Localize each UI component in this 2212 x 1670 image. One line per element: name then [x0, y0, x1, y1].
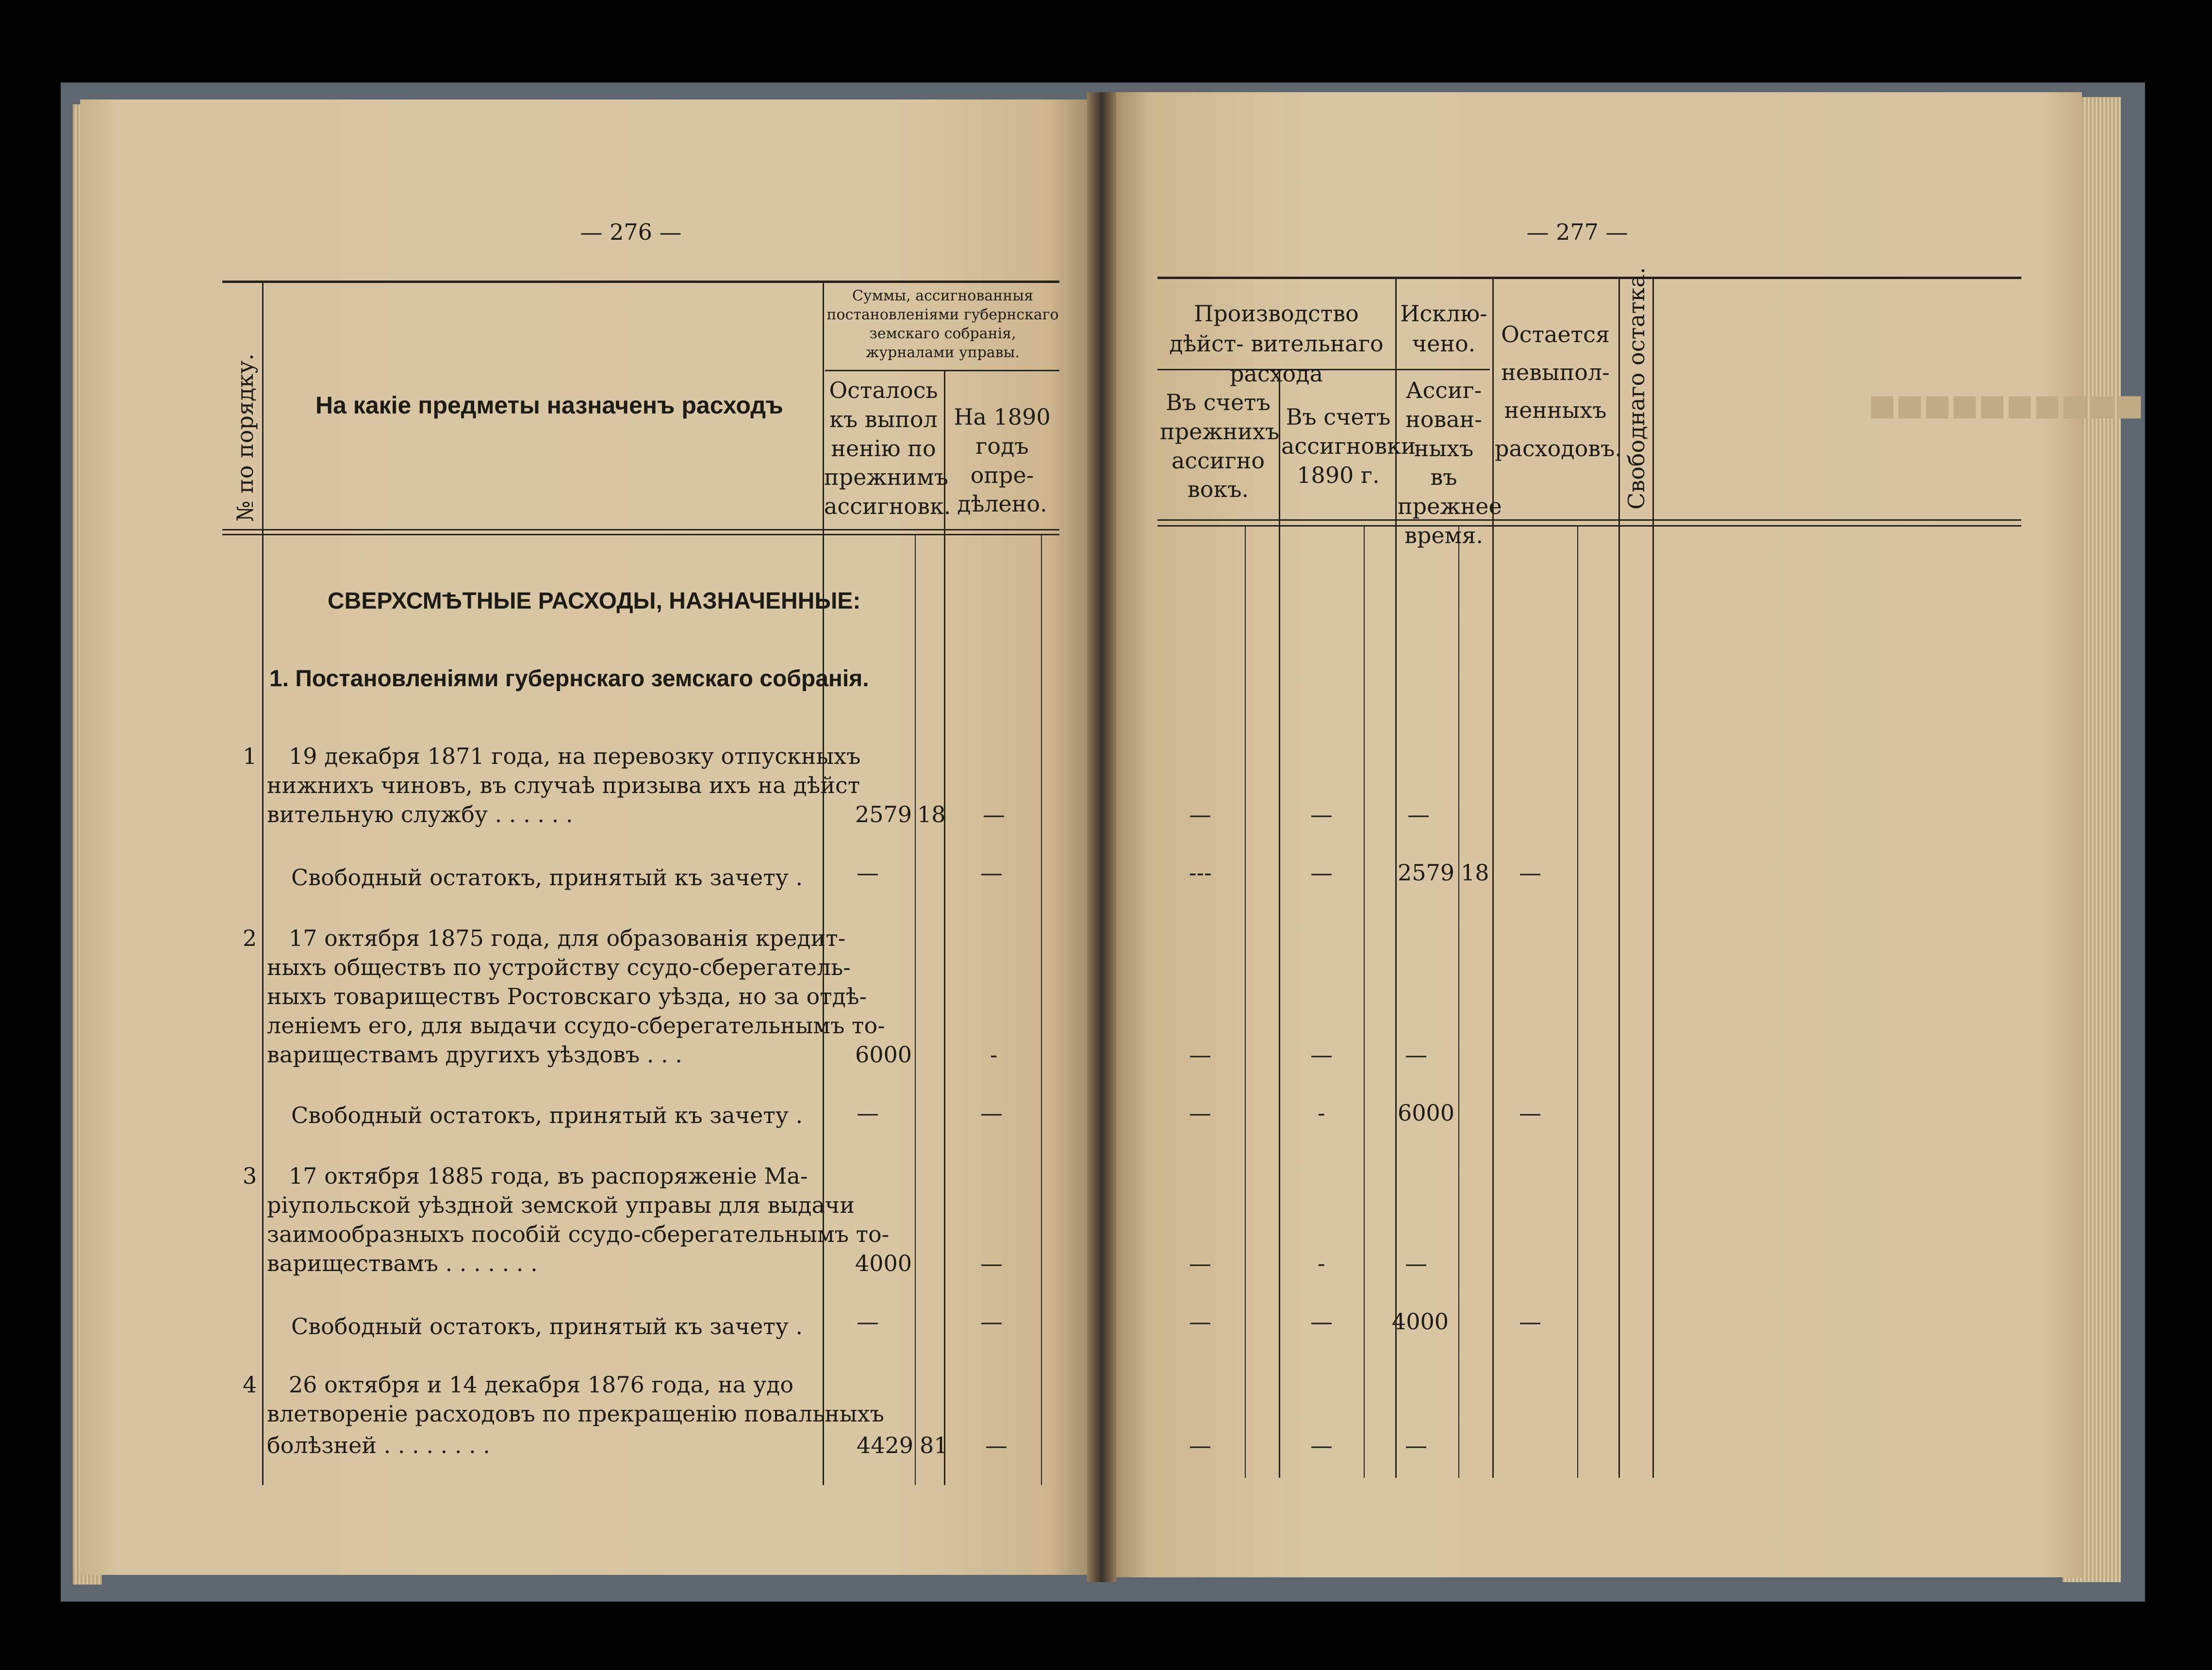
row-number: 4 [243, 1372, 257, 1398]
row-text-line: вариществамъ . . . . . . . [267, 1250, 538, 1276]
row-text-line: вительную службу . . . . . . [267, 801, 573, 827]
row-text-line: ныхъ товариществъ Ростовскаго уѣзда, но за отдѣ- [267, 983, 867, 1009]
amount-kopecks: 18 [917, 801, 946, 827]
amount-rubles: 2579 [855, 801, 912, 827]
amount-rubles: 4000 [855, 1250, 912, 1276]
row-number: 3 [243, 1163, 257, 1189]
amount-1890: — [980, 1100, 1003, 1126]
amount-1890: — [983, 801, 1005, 827]
col-header-free-remainder: Свободнаго остатка. [1623, 267, 1650, 510]
row-text-line: леніемъ его, для выдачи ссудо-сберегательнымъ то- [267, 1012, 885, 1039]
row-text-line: 19 декабря 1871 года, на перевозку отпускныхъ [289, 743, 861, 769]
col-header-excluded: Исклю- чено. [1400, 300, 1487, 357]
cell-1890: — [1310, 1042, 1333, 1068]
cell-remains: — [1519, 1100, 1541, 1126]
cell-prev: — [1189, 801, 1211, 827]
cell-prev: --- [1189, 860, 1212, 886]
col-header-assigned-before: Ассиг- нован- ныхъ въ прежнее время. [1398, 377, 1502, 548]
book-gutter [1087, 92, 1116, 1582]
row-text-line: болѣзней . . . . . . . . [267, 1432, 490, 1458]
amount-1890: — [980, 1250, 1003, 1276]
left-table-top-rule [222, 281, 1059, 283]
amount-rubles: — [857, 1308, 879, 1335]
row-text-line: Свободный остатокъ, принятый къ зачету . [291, 1313, 803, 1339]
col-header-prev-assignments: Въ счетъ прежнихъ ассигно вокъ. [1160, 389, 1280, 503]
col-header-subject: На какіе предметы назначенъ расходъ [315, 392, 783, 419]
amount-rubles: — [857, 860, 879, 886]
row-number: 1 [243, 743, 257, 769]
cell-1890: - [1318, 1100, 1325, 1126]
cell-excluded-rubles: 6000 [1398, 1100, 1455, 1126]
row-text-line: 26 октября и 14 декабря 1876 года, на удо [289, 1372, 794, 1398]
col-header-sums: Суммы, ассигнованныя постановленіями губернскаго земскаго собранія, журналами управы. [826, 287, 1059, 361]
amount-1890: — [980, 1308, 1003, 1335]
bleed-through-text: ■■■■■■■■■■ [1868, 388, 2144, 422]
row-text-line: Свободный остатокъ, принятый къ зачету . [291, 1102, 803, 1128]
right-page-number: — 277 — [1526, 219, 1628, 245]
cell-excluded: — [1405, 1432, 1427, 1458]
amount-rubles: 4429 [857, 1432, 914, 1458]
amount-rubles: 6000 [855, 1042, 912, 1068]
cell-prev: — [1189, 1432, 1211, 1458]
col-header-1890: На 1890 годъ опре- дѣлено. [954, 404, 1051, 517]
row-text-line: Свободный остатокъ, принятый къ зачету . [291, 864, 803, 891]
cell-1890: — [1310, 801, 1333, 827]
right-table-top-rule [1157, 277, 2021, 279]
cell-excluded-rubles: 2579 [1398, 860, 1455, 886]
col-header-production: Производство дѣйст- вительнаго расхода [1169, 300, 1384, 387]
cell-excluded-rubles: 4000 [1392, 1308, 1449, 1335]
cell-prev: — [1189, 1250, 1211, 1276]
cell-1890: - [1318, 1250, 1325, 1276]
col-header-1890-assignment: Въ счетъ ассигновки 1890 г. [1281, 404, 1416, 488]
row-text-line: ріупольской уѣздной земской управы для выдачи [267, 1192, 855, 1218]
cell-excluded: — [1407, 801, 1430, 827]
amount-1890: - [990, 1042, 998, 1068]
amount-1890: — [985, 1432, 1007, 1458]
amount-kopecks: 81 [920, 1432, 948, 1458]
cell-remains: — [1519, 860, 1541, 886]
cell-prev: — [1189, 1308, 1211, 1335]
row-text-line: вариществамъ другихъ уѣздовъ . . . [267, 1042, 682, 1068]
cell-1890: — [1310, 1432, 1333, 1458]
row-text-line: влетвореніе расходовъ по прекращенію повальныхъ [267, 1401, 884, 1427]
cell-excluded: — [1405, 1042, 1427, 1068]
amount-1890: — [980, 860, 1003, 886]
col-header-remains: Остается невыпол- ненныхъ расходовъ. [1495, 321, 1622, 462]
row-text-line: заимообразныхъ пособій ссудо-сберегательнымъ то- [267, 1221, 890, 1247]
row-text-line: нижнихъ чиновъ, въ случаѣ призыва ихъ на дѣйст [267, 772, 860, 798]
section-title: СВЕРХСМѢТНЫЕ РАСХОДЫ, НАЗНАЧЕННЫЕ: [328, 588, 861, 614]
cell-prev: — [1189, 1042, 1211, 1068]
subsection-title: 1. Постановленіями губернскаго земскаго собранія. [269, 666, 869, 692]
cell-1890: — [1310, 1308, 1333, 1335]
cell-remains: — [1519, 1308, 1541, 1335]
cell-excluded-kopecks: 18 [1461, 860, 1489, 886]
left-header-bottom-rule [222, 529, 1059, 530]
col-header-remaining: Осталось къ выпол ненію по прежнимъ ассигновк. [824, 377, 951, 520]
row-text-line: 17 октября 1875 года, для образованія кредит- [289, 925, 846, 951]
row-number: 2 [243, 925, 257, 951]
cell-1890: — [1310, 860, 1333, 886]
left-page-number: — 276 — [580, 219, 682, 245]
col-header-number: № по порядку. [232, 353, 258, 522]
cell-prev: — [1189, 1100, 1211, 1126]
amount-rubles: — [857, 1100, 879, 1126]
row-text-line: ныхъ обществъ по устройству ссудо-сберегатель- [267, 954, 851, 980]
row-text-line: 17 октября 1885 года, въ распоряженіе Ма- [289, 1163, 808, 1189]
cell-excluded: — [1405, 1250, 1427, 1276]
